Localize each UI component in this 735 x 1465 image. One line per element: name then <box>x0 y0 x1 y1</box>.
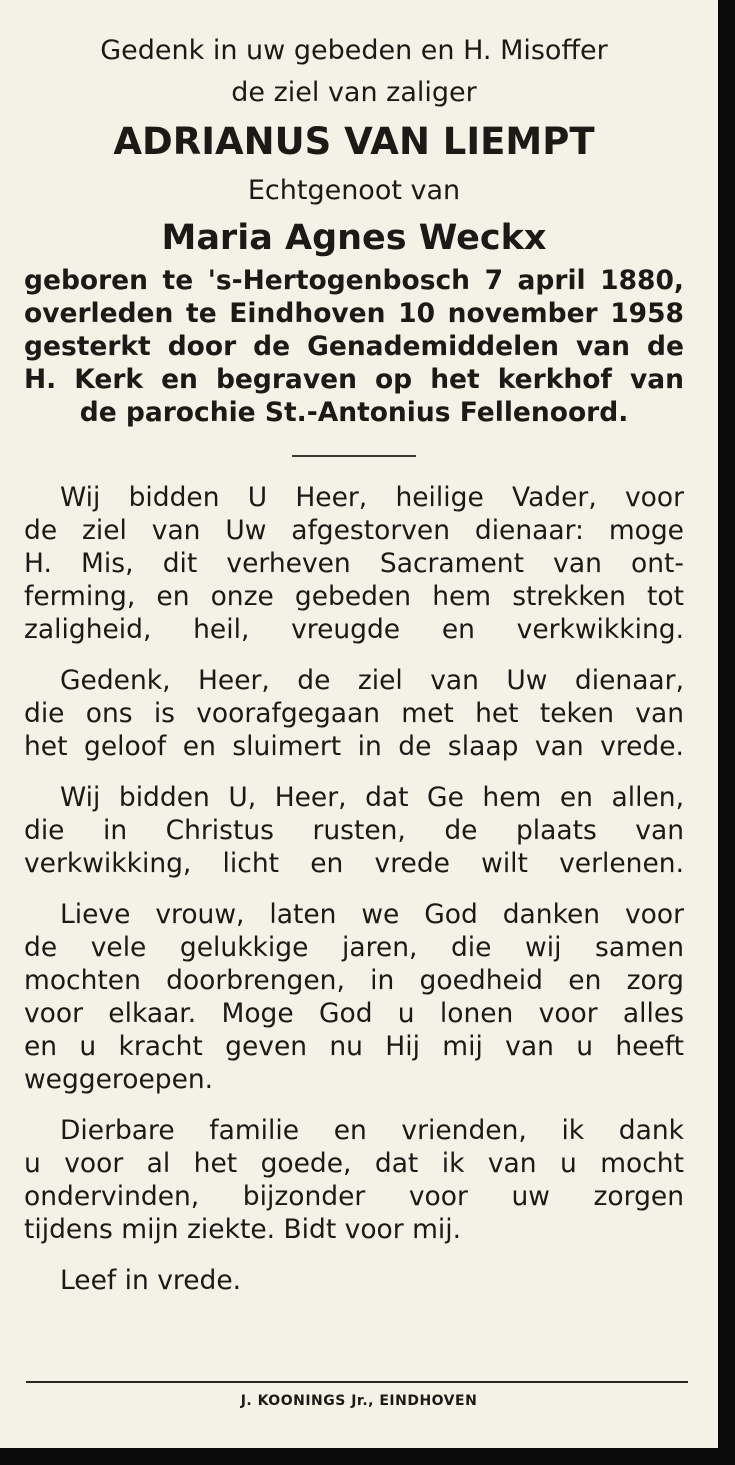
prayer-line: die in Christus rusten, de plaats van <box>24 815 684 846</box>
prayer-line: die ons is voorafgegaan met het teken van <box>24 698 684 729</box>
prayer-line: Gedenk, Heer, de ziel van Uw dienaar, <box>60 665 684 696</box>
prayer-line: ondervinden, bijzonder voor uw zorgen <box>24 1181 684 1212</box>
prayer-line: en u kracht geven nu Hij mij van u heeft <box>24 1031 684 1062</box>
spouse-intro: Echtgenoot van <box>247 175 461 206</box>
prayer-line: Dierbare familie en vrienden, ik dank <box>60 1115 684 1146</box>
prayer-line: ferming, en onze gebeden hem strekken tot <box>24 581 684 612</box>
prayer-line: zaligheid, heil, vreugde en verkwikking. <box>24 614 684 645</box>
prayer-line: Lieve vrouw, laten we God danken voor <box>60 899 684 930</box>
bottom-rule <box>26 1381 688 1383</box>
biography-line: gesterkt door de Genademiddelen van de <box>24 331 684 362</box>
printer-credit: J. KOONINGS Jr., EINDHOVEN <box>240 1393 478 1409</box>
closing-paragraph <box>24 1264 684 1297</box>
prayer-line: Wij bidden U, Heer, dat Ge hem en allen, <box>60 782 684 813</box>
prayer-line: het geloof en sluimert in de slaap van vrede. <box>24 731 684 762</box>
biography-line: overleden te Eindhoven 10 november 1958 <box>24 298 684 329</box>
biography-line: geboren te 's-Hertogenbosch 7 april 1880, <box>24 265 684 296</box>
deceased-name: ADRIANUS VAN LIEMPT <box>113 120 595 163</box>
prayer-paragraph <box>24 481 684 646</box>
prayer-line: de ziel van Uw afgestorven dienaar: moge <box>24 515 684 546</box>
closing-line: Leef in vrede. <box>60 1265 242 1296</box>
prayer-line: weggeroepen. <box>24 1064 214 1095</box>
divider <box>292 455 416 457</box>
biography <box>24 264 684 429</box>
prayer-line: mochten doorbrengen, in goedheid en zorg <box>24 965 684 996</box>
header-line-1: Gedenk in uw gebeden en H. Misoffer <box>100 35 608 66</box>
prayer-line: Wij bidden U Heer, heilige Vader, voor <box>60 482 684 513</box>
prayer-line: de vele gelukkige jaren, die wij samen <box>24 932 684 963</box>
prayer-line: u voor al het goede, dat ik van u mocht <box>24 1148 684 1179</box>
prayer-line: tijdens mijn ziekte. Bidt voor mij. <box>24 1214 462 1245</box>
spouse-name: Maria Agnes Weckx <box>161 218 547 258</box>
prayer-paragraph <box>24 1114 684 1246</box>
prayer-paragraph <box>24 781 684 880</box>
prayer-line: voor elkaar. Moge God u lonen voor alles <box>24 998 684 1029</box>
biography-line: de parochie St.-Antonius Fellenoord. <box>79 397 629 428</box>
header-line-2: de ziel van zaliger <box>231 77 477 108</box>
prayer-line: H. Mis, dit verheven Sacrament van ont- <box>24 548 684 579</box>
prayer-paragraph <box>24 898 684 1096</box>
prayer-line: verkwikking, licht en vrede wilt verlenen. <box>24 848 684 879</box>
biography-line: H. Kerk en begraven op het kerkhof van <box>24 364 684 395</box>
prayer-paragraph <box>24 664 684 763</box>
